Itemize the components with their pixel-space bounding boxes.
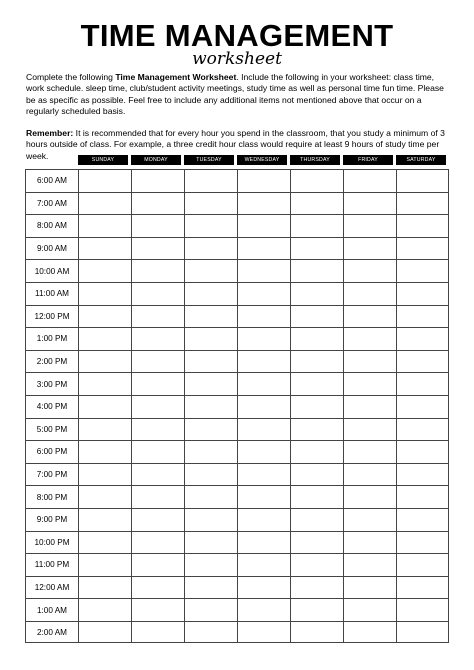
schedule-cell-friday[interactable] — [343, 395, 396, 418]
schedule-cell-wednesday[interactable] — [237, 305, 290, 328]
time-label: 11:00 AM — [25, 282, 78, 305]
schedule-cell-friday[interactable] — [343, 350, 396, 373]
schedule-cell-friday[interactable] — [343, 305, 396, 328]
remember-text: It is recommended that for every hour you spend in the classroom, that you study a minimum of 3 hours outside of class. For example, a three credit hour class would require at least 9 hours of study time per week. — [26, 128, 445, 161]
schedule-cell-monday[interactable] — [131, 372, 184, 395]
schedule-cell-thursday[interactable] — [290, 463, 343, 486]
intro-text-start: Complete the following — [26, 72, 116, 82]
schedule-cell-friday[interactable] — [343, 553, 396, 576]
schedule-cell-thursday[interactable] — [290, 237, 343, 260]
schedule-cell-friday[interactable] — [343, 418, 396, 441]
schedule-cell-wednesday[interactable] — [237, 327, 290, 350]
time-label: 12:00 AM — [25, 576, 78, 599]
schedule-cell-monday[interactable] — [131, 440, 184, 463]
time-label: 9:00 AM — [25, 237, 78, 260]
schedule-cell-thursday[interactable] — [290, 327, 343, 350]
schedule-cell-saturday[interactable] — [396, 237, 449, 260]
schedule-cell-saturday[interactable] — [396, 372, 449, 395]
time-label: 9:00 PM — [25, 508, 78, 531]
schedule-cell-thursday[interactable] — [290, 553, 343, 576]
intro-text-end: . Include the following in your worksheet: class time, work schedule. sleep time, club/student activity meetings, study time as well as personal time fun time. Please be as specific as possible. Feel free to include any additional items not mentioned above that occur on a regularly scheduled basis. — [26, 72, 444, 117]
schedule-cell-monday[interactable] — [131, 553, 184, 576]
table-row — [25, 485, 450, 508]
schedule-cell-sunday[interactable] — [78, 440, 131, 463]
schedule-cell-wednesday[interactable] — [237, 192, 290, 215]
day-header-row — [25, 155, 450, 165]
schedule-cell-sunday[interactable] — [78, 169, 131, 192]
schedule-cell-monday[interactable] — [131, 508, 184, 531]
schedule-cell-monday[interactable] — [131, 621, 184, 644]
schedule-cell-friday[interactable] — [343, 621, 396, 644]
schedule-cell-tuesday[interactable] — [184, 553, 237, 576]
schedule-cell-saturday[interactable] — [396, 553, 449, 576]
schedule-cell-wednesday[interactable] — [237, 169, 290, 192]
schedule-cell-thursday[interactable] — [290, 621, 343, 644]
time-label: 2:00 AM — [25, 621, 78, 644]
schedule-cell-wednesday[interactable] — [237, 576, 290, 599]
time-label: 5:00 PM — [25, 418, 78, 441]
schedule-cell-tuesday[interactable] — [184, 350, 237, 373]
table-row — [25, 169, 450, 192]
schedule-cell-wednesday[interactable] — [237, 282, 290, 305]
time-label: 8:00 PM — [25, 485, 78, 508]
schedule-cell-wednesday[interactable] — [237, 372, 290, 395]
schedule-cell-saturday[interactable] — [396, 214, 449, 237]
schedule-cell-monday[interactable] — [131, 214, 184, 237]
schedule-cell-sunday[interactable] — [78, 305, 131, 328]
schedule-cell-tuesday[interactable] — [184, 531, 237, 554]
table-row — [25, 440, 450, 463]
schedule-cell-thursday[interactable] — [290, 531, 343, 554]
schedule-cell-saturday[interactable] — [396, 576, 449, 599]
table-row — [25, 508, 450, 531]
table-row — [25, 372, 450, 395]
schedule-cell-friday[interactable] — [343, 531, 396, 554]
schedule-cell-sunday[interactable] — [78, 598, 131, 621]
table-row — [25, 531, 450, 554]
schedule-cell-tuesday[interactable] — [184, 621, 237, 644]
schedule-cell-sunday[interactable] — [78, 214, 131, 237]
schedule-cell-saturday[interactable] — [396, 621, 449, 644]
schedule-cell-thursday[interactable] — [290, 192, 343, 215]
table-row — [25, 282, 450, 305]
schedule-cell-monday[interactable] — [131, 395, 184, 418]
time-label: 8:00 AM — [25, 214, 78, 237]
schedule-cell-sunday[interactable] — [78, 327, 131, 350]
day-header-wednesday: WEDNESDAY — [237, 155, 287, 165]
schedule-cell-sunday[interactable] — [78, 259, 131, 282]
schedule-cell-saturday[interactable] — [396, 327, 449, 350]
intro-bold-text: Time Management Worksheet — [115, 72, 237, 82]
table-row — [25, 305, 450, 328]
time-label: 10:00 AM — [25, 259, 78, 282]
table-row — [25, 576, 450, 599]
schedule-cell-monday[interactable] — [131, 485, 184, 508]
schedule-cell-tuesday[interactable] — [184, 305, 237, 328]
schedule-cell-thursday[interactable] — [290, 282, 343, 305]
schedule-cell-saturday[interactable] — [396, 463, 449, 486]
schedule-cell-tuesday[interactable] — [184, 169, 237, 192]
schedule-cell-thursday[interactable] — [290, 576, 343, 599]
schedule-cell-saturday[interactable] — [396, 259, 449, 282]
schedule-cell-friday[interactable] — [343, 327, 396, 350]
schedule-cell-monday[interactable] — [131, 598, 184, 621]
schedule-cell-saturday[interactable] — [396, 350, 449, 373]
schedule-cell-monday[interactable] — [131, 531, 184, 554]
schedule-cell-thursday[interactable] — [290, 395, 343, 418]
schedule-cell-tuesday[interactable] — [184, 395, 237, 418]
table-row — [25, 463, 450, 486]
table-row — [25, 327, 450, 350]
schedule-cell-friday[interactable] — [343, 598, 396, 621]
schedule-cell-friday[interactable] — [343, 237, 396, 260]
schedule-cell-sunday[interactable] — [78, 508, 131, 531]
schedule-cell-wednesday[interactable] — [237, 259, 290, 282]
schedule-cell-sunday[interactable] — [78, 350, 131, 373]
schedule-cell-sunday[interactable] — [78, 372, 131, 395]
schedule-cell-wednesday[interactable] — [237, 485, 290, 508]
schedule-cell-tuesday[interactable] — [184, 598, 237, 621]
schedule-cell-wednesday[interactable] — [237, 237, 290, 260]
schedule-cell-saturday[interactable] — [396, 169, 449, 192]
schedule-cell-monday[interactable] — [131, 282, 184, 305]
table-row — [25, 598, 450, 621]
schedule-cell-friday[interactable] — [343, 372, 396, 395]
day-header-saturday: SATURDAY — [396, 155, 446, 165]
time-label: 7:00 AM — [25, 192, 78, 215]
schedule-cell-monday[interactable] — [131, 237, 184, 260]
time-label: 3:00 PM — [25, 372, 78, 395]
schedule-cell-thursday[interactable] — [290, 440, 343, 463]
schedule-cell-wednesday[interactable] — [237, 463, 290, 486]
table-row — [25, 621, 450, 644]
schedule-rows — [25, 169, 450, 643]
schedule-cell-saturday[interactable] — [396, 508, 449, 531]
schedule-cell-saturday[interactable] — [396, 305, 449, 328]
schedule-cell-thursday[interactable] — [290, 305, 343, 328]
schedule-cell-wednesday[interactable] — [237, 214, 290, 237]
day-header-monday: MONDAY — [131, 155, 181, 165]
schedule-grid — [25, 155, 450, 643]
schedule-cell-tuesday[interactable] — [184, 463, 237, 486]
schedule-cell-thursday[interactable] — [290, 214, 343, 237]
schedule-cell-thursday[interactable] — [290, 508, 343, 531]
table-row — [25, 192, 450, 215]
schedule-cell-thursday[interactable] — [290, 259, 343, 282]
schedule-cell-tuesday[interactable] — [184, 327, 237, 350]
schedule-cell-sunday[interactable] — [78, 192, 131, 215]
time-label: 1:00 AM — [25, 598, 78, 621]
schedule-cell-sunday[interactable] — [78, 531, 131, 554]
schedule-cell-saturday[interactable] — [396, 418, 449, 441]
schedule-cell-sunday[interactable] — [78, 395, 131, 418]
schedule-cell-tuesday[interactable] — [184, 576, 237, 599]
schedule-cell-thursday[interactable] — [290, 372, 343, 395]
schedule-cell-monday[interactable] — [131, 327, 184, 350]
schedule-cell-saturday[interactable] — [396, 395, 449, 418]
schedule-cell-tuesday[interactable] — [184, 192, 237, 215]
day-header-thursday: THURSDAY — [290, 155, 340, 165]
schedule-cell-saturday[interactable] — [396, 485, 449, 508]
table-row — [25, 553, 450, 576]
schedule-cell-wednesday[interactable] — [237, 553, 290, 576]
schedule-cell-monday[interactable] — [131, 192, 184, 215]
schedule-cell-sunday[interactable] — [78, 463, 131, 486]
time-label: 12:00 PM — [25, 305, 78, 328]
schedule-cell-friday[interactable] — [343, 508, 396, 531]
schedule-cell-saturday[interactable] — [396, 282, 449, 305]
time-label: 7:00 PM — [25, 463, 78, 486]
schedule-cell-tuesday[interactable] — [184, 237, 237, 260]
time-label: 4:00 PM — [25, 395, 78, 418]
schedule-cell-friday[interactable] — [343, 259, 396, 282]
schedule-cell-monday[interactable] — [131, 169, 184, 192]
schedule-cell-sunday[interactable] — [78, 485, 131, 508]
time-label: 10:00 PM — [25, 531, 78, 554]
schedule-cell-thursday[interactable] — [290, 418, 343, 441]
schedule-cell-monday[interactable] — [131, 305, 184, 328]
schedule-cell-tuesday[interactable] — [184, 485, 237, 508]
schedule-cell-wednesday[interactable] — [237, 440, 290, 463]
page-subtitle: worksheet — [192, 49, 282, 69]
time-label: 1:00 PM — [25, 327, 78, 350]
day-header-sunday: SUNDAY — [78, 155, 128, 165]
schedule-cell-tuesday[interactable] — [184, 372, 237, 395]
table-row — [25, 214, 450, 237]
table-row — [25, 237, 450, 260]
schedule-cell-saturday[interactable] — [396, 598, 449, 621]
schedule-cell-wednesday[interactable] — [237, 508, 290, 531]
schedule-cell-friday[interactable] — [343, 440, 396, 463]
time-label: 2:00 PM — [25, 350, 78, 373]
page-title: TIME MANAGEMENT — [80, 18, 394, 53]
schedule-cell-wednesday[interactable] — [237, 350, 290, 373]
schedule-cell-tuesday[interactable] — [184, 214, 237, 237]
schedule-cell-saturday[interactable] — [396, 531, 449, 554]
schedule-cell-tuesday[interactable] — [184, 440, 237, 463]
schedule-cell-friday[interactable] — [343, 576, 396, 599]
schedule-cell-tuesday[interactable] — [184, 259, 237, 282]
schedule-cell-wednesday[interactable] — [237, 621, 290, 644]
time-label: 6:00 AM — [25, 169, 78, 192]
schedule-cell-saturday[interactable] — [396, 192, 449, 215]
schedule-cell-friday[interactable] — [343, 192, 396, 215]
remember-label: Remember: — [26, 128, 74, 138]
schedule-cell-thursday[interactable] — [290, 169, 343, 192]
schedule-cell-wednesday[interactable] — [237, 395, 290, 418]
schedule-cell-wednesday[interactable] — [237, 598, 290, 621]
schedule-cell-monday[interactable] — [131, 259, 184, 282]
schedule-cell-thursday[interactable] — [290, 485, 343, 508]
table-row — [25, 395, 450, 418]
schedule-cell-friday[interactable] — [343, 169, 396, 192]
schedule-cell-thursday[interactable] — [290, 350, 343, 373]
schedule-cell-saturday[interactable] — [396, 440, 449, 463]
schedule-cell-thursday[interactable] — [290, 598, 343, 621]
schedule-cell-monday[interactable] — [131, 350, 184, 373]
schedule-cell-tuesday[interactable] — [184, 508, 237, 531]
day-header-friday: FRIDAY — [343, 155, 393, 165]
schedule-cell-friday[interactable] — [343, 485, 396, 508]
schedule-cell-tuesday[interactable] — [184, 282, 237, 305]
instructions-paragraph — [26, 72, 450, 118]
time-label: 6:00 PM — [25, 440, 78, 463]
schedule-cell-friday[interactable] — [343, 282, 396, 305]
schedule-cell-sunday[interactable] — [78, 576, 131, 599]
schedule-cell-monday[interactable] — [131, 463, 184, 486]
schedule-cell-sunday[interactable] — [78, 553, 131, 576]
schedule-cell-sunday[interactable] — [78, 237, 131, 260]
table-row — [25, 259, 450, 282]
schedule-cell-wednesday[interactable] — [237, 418, 290, 441]
schedule-cell-wednesday[interactable] — [237, 531, 290, 554]
day-header-tuesday: TUESDAY — [184, 155, 234, 165]
schedule-cell-monday[interactable] — [131, 418, 184, 441]
schedule-cell-friday[interactable] — [343, 463, 396, 486]
schedule-cell-friday[interactable] — [343, 214, 396, 237]
table-row — [25, 418, 450, 441]
schedule-cell-sunday[interactable] — [78, 282, 131, 305]
schedule-cell-sunday[interactable] — [78, 621, 131, 644]
schedule-cell-monday[interactable] — [131, 576, 184, 599]
schedule-cell-tuesday[interactable] — [184, 418, 237, 441]
schedule-cell-sunday[interactable] — [78, 418, 131, 441]
table-row — [25, 350, 450, 373]
time-label: 11:00 PM — [25, 553, 78, 576]
header-spacer — [25, 155, 78, 165]
